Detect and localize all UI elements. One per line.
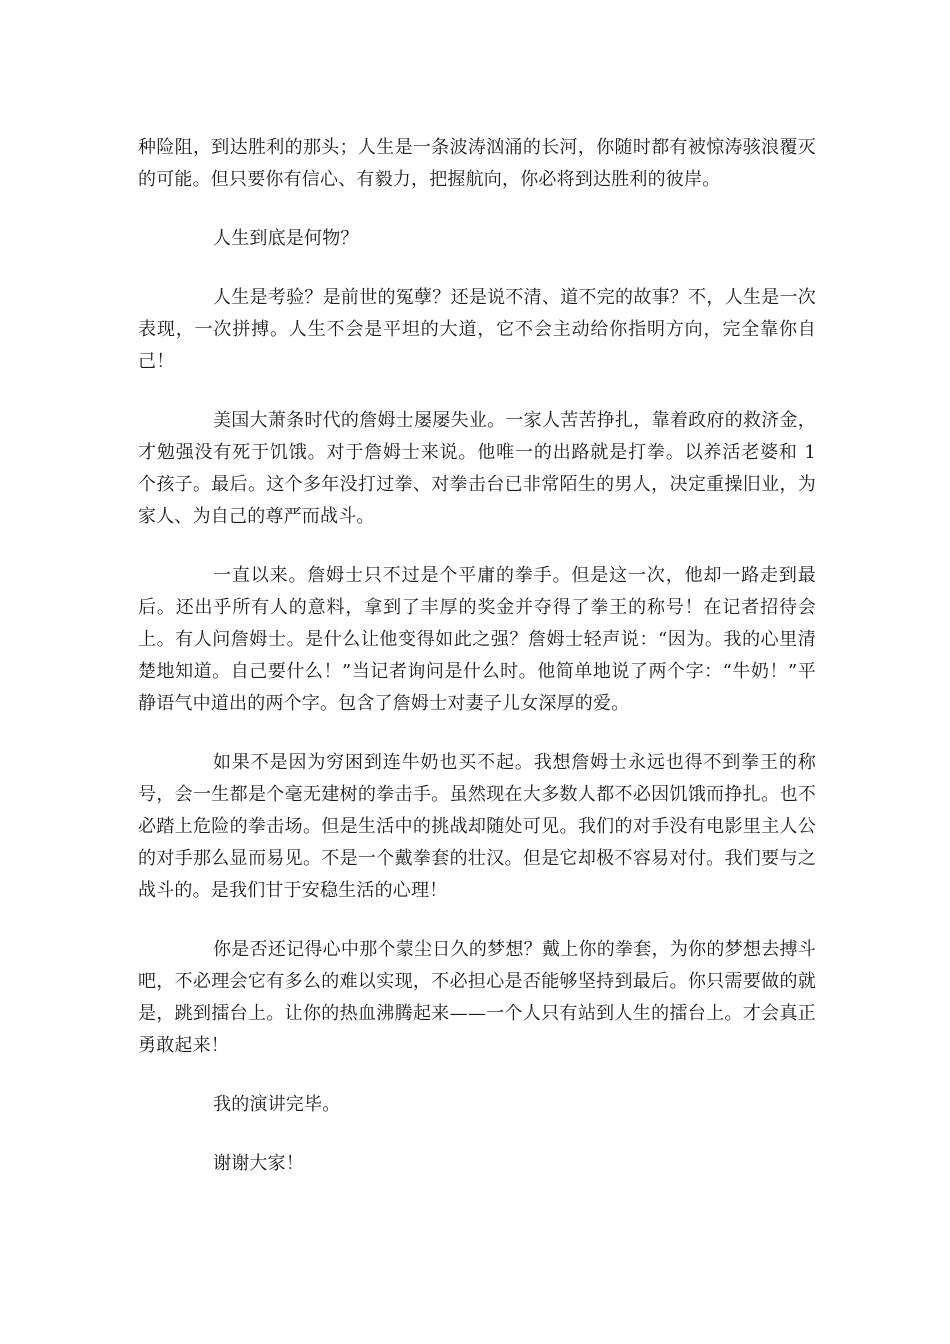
paragraph-6: 如果不是因为穷困到连牛奶也买不起。我想詹姆士永远也得不到拳王的称号，会一生都是个毫无建树的拳击手。虽然现在大多数人都不必因饥饿而挣扎。也不必踏上危险的拳击场。但是生活中的挑战却随处可见。我们的对手没有电影里主人公的对手那么显而易见。不是一个戴拳套的壮汉。但是它却极不容易对付。我们要与之战斗的。是我们甘于安稳生活的心理！ [138, 752, 816, 901]
paragraph-2: 人生到底是何物？ [213, 228, 359, 249]
paragraph-9: 谢谢大家！ [213, 1153, 304, 1174]
document-body [138, 132, 816, 1207]
paragraph-5: 一直以来。詹姆士只不过是个平庸的拳手。但是这一次，他却一路走到最后。还出乎所有人的意料，拿到了丰厚的奖金并夺得了拳王的称号！在记者招待会上。有人问詹姆士。是什么让他变得如此之强？詹姆士轻声说：“因为。我的心里清楚地知道。自己要什么！”当记者询问是什么时。他简单地说了两个字：“牛奶！”平静语气中道出的两个字。包含了詹姆士对妻子儿女深厚的爱。 [138, 565, 816, 714]
paragraph-8: 我的演讲完毕。 [213, 1094, 341, 1115]
paragraph-7: 你是否还记得心中那个蒙尘日久的梦想？戴上你的拳套，为你的梦想去搏斗吧，不必理会它有多么的难以实现，不必担心是否能够坚持到最后。你只需要做的就是，跳到擂台上。让你的热血沸腾起来——一个人只有站到人生的擂台上。才会真正勇敢起来！ [138, 939, 816, 1056]
paragraph-1: 种险阻，到达胜利的那头；人生是一条波涛汹涌的长河，你随时都有被惊涛骇浪覆灭的可能。但只要你有信心、有毅力，把握航向，你必将到达胜利的彼岸。 [138, 137, 816, 190]
paragraph-4: 美国大萧条时代的詹姆士屡屡失业。一家人苦苦挣扎，靠着政府的救济金，才勉强没有死于饥饿。对于詹姆士来说。他唯一的出路就是打拳。以养活老婆和 1 个孩子。最后。这个多年没打过拳、对拳击台已非常陌生的男人，决定重操旧业，为家人、为自己的尊严而战斗。 [138, 410, 816, 527]
paragraph-3: 人生是考验？是前世的冤孽？还是说不清、道不完的故事？不，人生是一次表现，一次拼搏。人生不会是平坦的大道，它不会主动给你指明方向，完全靠你自己！ [138, 287, 816, 372]
